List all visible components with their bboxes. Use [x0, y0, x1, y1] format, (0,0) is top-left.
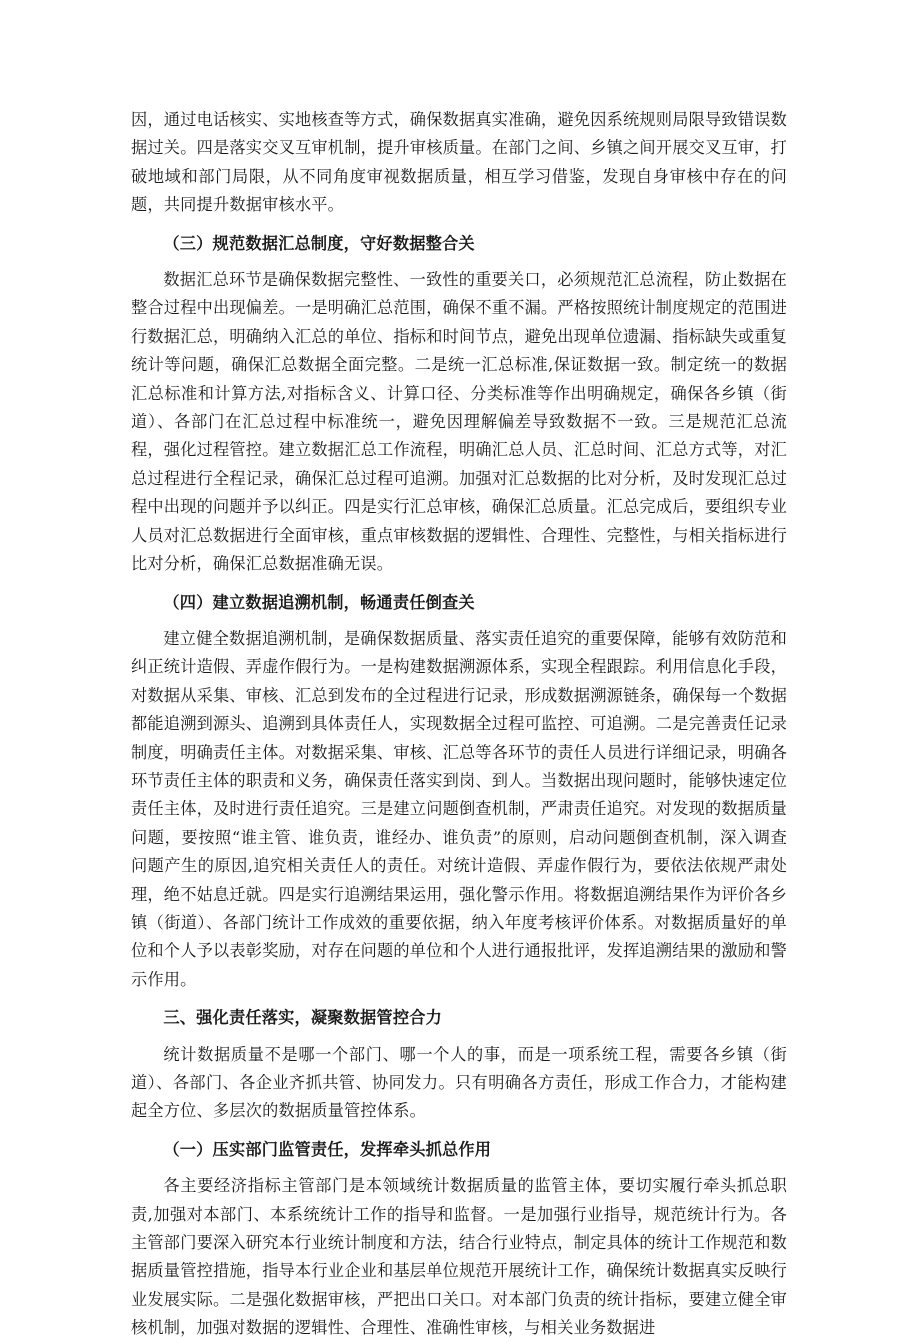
paragraph-department-responsibility: 各主要经济指标主管部门是本领域统计数据质量的监管主体，要切实履行牵头抓总职责,加强对本部门、本系统统计工作的指导和监督。一是加强行业指导，规范统计行为。各主管部门要深入研究本行业统计制度和方法，结合行业特点，制定具体的统计工作规范和数据质量管控措施，指导本行业企业和基层单位规范开展统计工作，确保统计数据真实反映行业发展实际。二是强化数据审核，严把出口关口。对本部门负责的统计指标，要建立健全审核机制，加强对数据的逻辑性、合理性、准确性审核，与相关业务数据进 — [131, 1176, 787, 1338]
heading-section-three: 三、强化责任落实，凝聚数据管控合力 — [163, 1008, 442, 1028]
paragraph-review-continued: 因，通过电话核实、实地核查等方式，确保数据真实准确，避免因系统规则局限导致错误数据过关。四是落实交叉互审机制，提升审核质量。在部门之间、乡镇之间开展交叉互审，打破地域和部门局限，从不同角度审视数据质量，相互学习借鉴，发现自身审核中存在的问题，共同提升数据审核水平。 — [131, 110, 787, 215]
paragraph-traceability: 建立健全数据追溯机制，是确保数据质量、落实责任追究的重要保障，能够有效防范和纠正统计造假、弄虚作假行为。一是构建数据溯源体系，实现全程跟踪。利用信息化手段，对数据从采集、审核、汇总到发布的全过程进行记录，形成数据溯源链条，确保每一个数据都能追溯到源头、追溯到具体责任人，实现数据全过程可监控、可追溯。二是完善责任记录制度，明确责任主体。对数据采集、审核、汇总等各环节的责任人员进行详细记录，明确各环节责任主体的职责和义务，确保责任落实到岗、到人。当数据出现问题时，能够快速定位责任主体，及时进行责任追究。三是建立问题倒查机制，严肃责任追究。对发现的数据质量问题，要按照“谁主管、谁负责，谁经办、谁负责”的原则，启动问题倒查机制，深入调查问题产生的原因,追究相关责任人的责任。对统计造假、弄虚作假行为，要依法依规严肃处理，绝不姑息迁就。四是实行追溯结果运用，强化警示作用。将数据追溯结果作为评价各乡镇（街道）、各部门统计工作成效的重要依据，纳入年度考核评价体系。对数据质量好的单位和个人予以表彰奖励，对存在问题的单位和个人进行通报批评，发挥追溯结果的激励和警示作用。 — [131, 628, 787, 989]
heading-traceability: （四）建立数据追溯机制，畅通责任倒查关 — [163, 592, 475, 612]
heading-summary-system: （三）规范数据汇总制度，守好数据整合关 — [163, 233, 475, 253]
paragraph-section-three-intro: 统计数据质量不是哪一个部门、哪一个人的事，而是一项系统工程，需要各乡镇（街道）、各部门、各企业齐抓共管、协同发力。只有明确各方责任，形成工作合力，才能构建起全方位、多层次的数据质量管控体系。 — [131, 1044, 787, 1121]
heading-department-responsibility: （一）压实部门监管责任，发挥牵头抓总作用 — [163, 1139, 492, 1159]
paragraph-summary-system: 数据汇总环节是确保数据完整性、一致性的重要关口，必须规范汇总流程，防止数据在整合过程中出现偏差。一是明确汇总范围，确保不重不漏。严格按照统计制度规定的范围进行数据汇总，明确纳入汇总的单位、指标和时间节点，避免出现单位遗漏、指标缺失或重复统计等问题，确保汇总数据全面完整。二是统一汇总标准,保证数据一致。制定统一的数据汇总标准和计算方法,对指标含义、计算口径、分类标准等作出明确规定，确保各乡镇（街道）、各部门在汇总过程中标准统一，避免因理解偏差导致数据不一致。三是规范汇总流程，强化过程管控。建立数据汇总工作流程，明确汇总人员、汇总时间、汇总方式等，对汇总过程进行全程记录，确保汇总过程可追溯。加强对汇总数据的比对分析，及时发现汇总过程中出现的问题并予以纠正。四是实行汇总审核，确保汇总质量。汇总完成后，要组织专业人员对汇总数据进行全面审核，重点审核数据的逻辑性、合理性、完整性，与相关指标进行比对分析，确保汇总数据准确无误。 — [131, 270, 787, 574]
document-page — [131, 106, 787, 1343]
